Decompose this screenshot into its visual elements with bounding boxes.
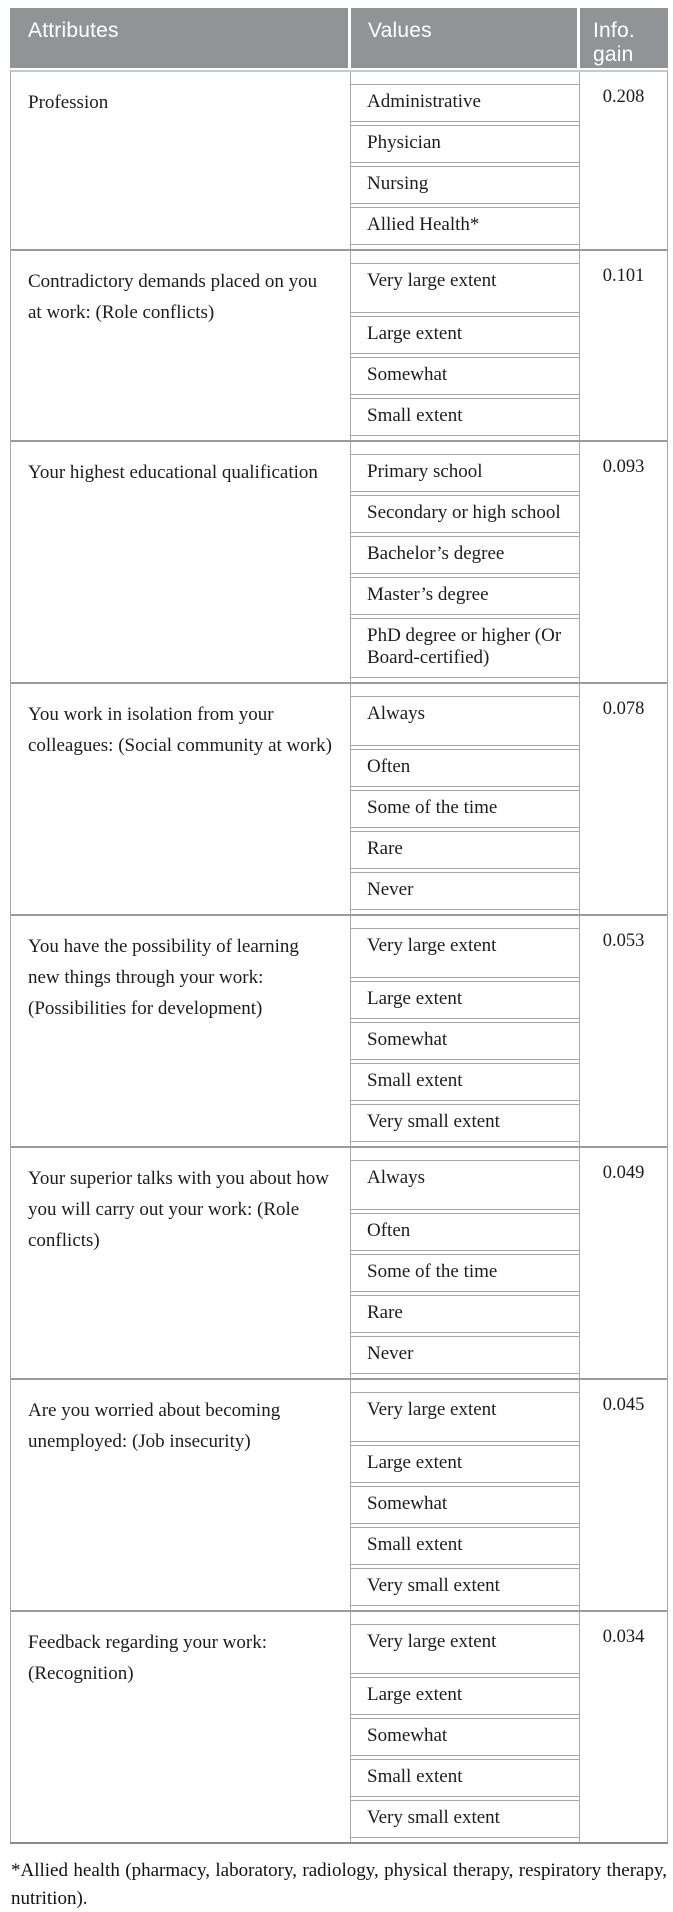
value-cell: Master’s degree [351,577,579,615]
attribute-cell: Are you worried about becoming unemployed: (Job insecurity) [11,1380,351,1610]
values-cell [351,916,580,1146]
attribute-cell: Feedback regarding your work: (Recognition) [11,1612,351,1842]
values-cell [351,1612,580,1842]
table-row [11,440,667,682]
values-cell [351,1380,580,1610]
values-cell [351,442,580,682]
table-row [11,1378,667,1610]
table-row [11,1146,667,1378]
value-cell: PhD degree or higher (Or Board-certified) [351,618,579,678]
value-cell: Small extent [351,398,579,436]
info-gain-table [10,8,668,1844]
value-cell: Somewhat [351,357,579,395]
value-cell: Physician [351,125,579,163]
value-cell: Always [351,696,579,746]
info-gain-cell: 0.208 [602,87,645,107]
value-cell: Large extent [351,981,579,1019]
table-row [11,914,667,1146]
attribute-cell: Your highest educational qualification [11,442,351,682]
header-info-gain: Info. gain [580,8,668,68]
values-cell [351,1148,580,1378]
info-gain-cell: 0.045 [602,1395,645,1415]
value-cell: Small extent [351,1063,579,1101]
table-body [10,70,668,1844]
info-gain-cell: 0.034 [602,1627,645,1647]
info-gain-cell: 0.053 [602,931,645,951]
value-cell: Never [351,1336,579,1374]
value-cell: Very large extent [351,1624,579,1674]
value-cell: Administrative [351,84,579,122]
attribute-cell: Contradictory demands placed on you at work: (Role conflicts) [11,251,351,440]
value-cell: Small extent [351,1527,579,1565]
value-cell: Often [351,749,579,787]
value-cell: Primary school [351,454,579,492]
value-cell: Somewhat [351,1022,579,1060]
value-cell: Rare [351,1295,579,1333]
attribute-cell: Profession [11,72,351,249]
info-gain-cell: 0.101 [602,266,645,286]
value-cell: Always [351,1160,579,1210]
value-cell: Bachelor’s degree [351,536,579,574]
value-cell: Never [351,872,579,910]
values-cell [351,251,580,440]
value-cell: Somewhat [351,1486,579,1524]
info-gain-cell: 0.093 [602,457,645,477]
value-cell: Very small extent [351,1800,579,1838]
footnote: *Allied health (pharmacy, laboratory, radiology, physical therapy, respiratory therapy, nutrition). [11,1860,667,1909]
value-cell: Rare [351,831,579,869]
table-row [11,682,667,914]
value-cell: Secondary or high school [351,495,579,533]
values-cell [351,684,580,914]
info-gain-cell: 0.049 [602,1163,645,1183]
value-cell: Very large extent [351,1392,579,1442]
values-cell [351,72,580,249]
value-cell: Some of the time [351,790,579,828]
table-row [11,72,667,249]
value-cell: Small extent [351,1759,579,1797]
value-cell: Often [351,1213,579,1251]
attribute-cell: You have the possibility of learning new things through your work: (Possibilities for development) [11,916,351,1146]
value-cell: Very large extent [351,928,579,978]
value-cell: Very small extent [351,1568,579,1606]
header-values: Values [351,8,580,68]
info-gain-cell: 0.078 [602,699,645,719]
value-cell: Some of the time [351,1254,579,1292]
value-cell: Large extent [351,1677,579,1715]
header-attributes: Attributes [10,8,351,68]
value-cell: Somewhat [351,1718,579,1756]
value-cell: Large extent [351,316,579,354]
value-cell: Very large extent [351,263,579,313]
table-header-row [10,8,668,68]
table-row [11,249,667,440]
attribute-cell: You work in isolation from your colleagues: (Social community at work) [11,684,351,914]
value-cell: Allied Health* [351,207,579,245]
value-cell: Very small extent [351,1104,579,1142]
value-cell: Nursing [351,166,579,204]
attribute-cell: Your superior talks with you about how you will carry out your work: (Role conflicts) [11,1148,351,1378]
value-cell: Large extent [351,1445,579,1483]
table-row [11,1610,667,1842]
